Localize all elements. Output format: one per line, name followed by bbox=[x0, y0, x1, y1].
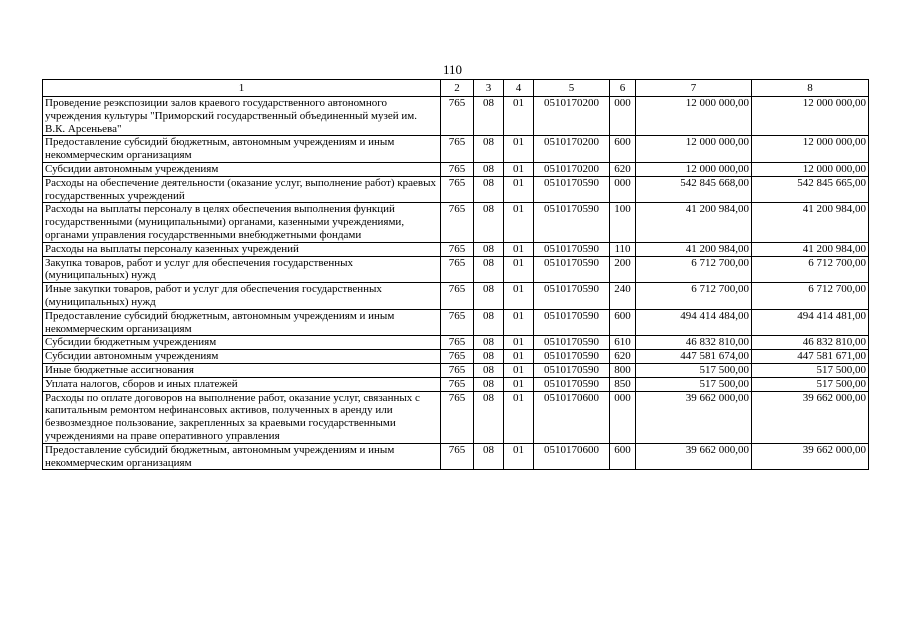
row-code-3-cell: 08 bbox=[474, 203, 504, 242]
row-code-5-cell: 0510170600 bbox=[534, 391, 610, 443]
row-code-5-cell: 0510170590 bbox=[534, 283, 610, 310]
row-code-2-cell: 765 bbox=[441, 443, 474, 470]
row-amount-8-cell: 494 414 481,00 bbox=[752, 309, 869, 336]
row-amount-8-cell: 41 200 984,00 bbox=[752, 203, 869, 242]
row-amount-7-cell: 447 581 674,00 bbox=[636, 350, 752, 364]
table-row bbox=[43, 283, 869, 310]
row-name-cell: Расходы на выплаты персоналу в целях обеспечения выполнения функций государственными (муниципальными) органами, казенными учреждениями, органами управления государственными внебюджетными фондами bbox=[43, 203, 441, 242]
row-code-6-cell: 000 bbox=[610, 176, 636, 203]
table-row bbox=[43, 350, 869, 364]
column-header-8: 8 bbox=[752, 80, 869, 97]
row-code-5-cell: 0510170200 bbox=[534, 97, 610, 136]
row-code-4-cell: 01 bbox=[504, 377, 534, 391]
row-code-6-cell: 610 bbox=[610, 336, 636, 350]
row-code-3-cell: 08 bbox=[474, 97, 504, 136]
table-row bbox=[43, 176, 869, 203]
row-code-4-cell: 01 bbox=[504, 391, 534, 443]
row-code-4-cell: 01 bbox=[504, 309, 534, 336]
row-code-5-cell: 0510170590 bbox=[534, 363, 610, 377]
row-code-4-cell: 01 bbox=[504, 283, 534, 310]
row-code-6-cell: 240 bbox=[610, 283, 636, 310]
row-code-6-cell: 100 bbox=[610, 203, 636, 242]
table-row bbox=[43, 203, 869, 242]
row-amount-8-cell: 12 000 000,00 bbox=[752, 97, 869, 136]
row-code-6-cell: 600 bbox=[610, 443, 636, 470]
row-code-2-cell: 765 bbox=[441, 97, 474, 136]
row-code-5-cell: 0510170590 bbox=[534, 256, 610, 283]
row-code-4-cell: 01 bbox=[504, 242, 534, 256]
row-code-3-cell: 08 bbox=[474, 350, 504, 364]
row-amount-8-cell: 6 712 700,00 bbox=[752, 283, 869, 310]
row-code-3-cell: 08 bbox=[474, 391, 504, 443]
table-row bbox=[43, 391, 869, 443]
row-code-6-cell: 620 bbox=[610, 162, 636, 176]
row-name-cell: Предоставление субсидий бюджетным, автономным учреждениям и иным некоммерческим организациям bbox=[43, 136, 441, 163]
row-code-6-cell: 620 bbox=[610, 350, 636, 364]
row-code-6-cell: 000 bbox=[610, 391, 636, 443]
row-amount-8-cell: 46 832 810,00 bbox=[752, 336, 869, 350]
row-code-4-cell: 01 bbox=[504, 350, 534, 364]
row-amount-8-cell: 447 581 671,00 bbox=[752, 350, 869, 364]
row-name-cell: Проведение реэкспозиции залов краевого государственного автономного учреждения культуры "Приморский государственный объединенный музей им. В.К. Арсеньева" bbox=[43, 97, 441, 136]
table-row bbox=[43, 309, 869, 336]
row-code-2-cell: 765 bbox=[441, 136, 474, 163]
table-row bbox=[43, 363, 869, 377]
row-code-5-cell: 0510170200 bbox=[534, 136, 610, 163]
column-header-3: 3 bbox=[474, 80, 504, 97]
row-amount-7-cell: 12 000 000,00 bbox=[636, 162, 752, 176]
header-row bbox=[43, 80, 869, 97]
row-amount-7-cell: 46 832 810,00 bbox=[636, 336, 752, 350]
row-code-3-cell: 08 bbox=[474, 443, 504, 470]
row-code-3-cell: 08 bbox=[474, 283, 504, 310]
row-amount-8-cell: 517 500,00 bbox=[752, 363, 869, 377]
row-amount-7-cell: 39 662 000,00 bbox=[636, 391, 752, 443]
row-amount-7-cell: 12 000 000,00 bbox=[636, 97, 752, 136]
row-code-3-cell: 08 bbox=[474, 309, 504, 336]
row-code-2-cell: 765 bbox=[441, 256, 474, 283]
column-header-2: 2 bbox=[441, 80, 474, 97]
row-code-6-cell: 110 bbox=[610, 242, 636, 256]
row-name-cell: Субсидии бюджетным учреждениям bbox=[43, 336, 441, 350]
table-row bbox=[43, 336, 869, 350]
row-code-3-cell: 08 bbox=[474, 162, 504, 176]
row-code-2-cell: 765 bbox=[441, 336, 474, 350]
row-amount-7-cell: 41 200 984,00 bbox=[636, 203, 752, 242]
row-amount-8-cell: 39 662 000,00 bbox=[752, 443, 869, 470]
column-header-1: 1 bbox=[43, 80, 441, 97]
row-name-cell: Иные бюджетные ассигнования bbox=[43, 363, 441, 377]
row-amount-8-cell: 517 500,00 bbox=[752, 377, 869, 391]
table-row bbox=[43, 162, 869, 176]
row-code-3-cell: 08 bbox=[474, 336, 504, 350]
row-code-6-cell: 200 bbox=[610, 256, 636, 283]
row-name-cell: Предоставление субсидий бюджетным, автономным учреждениям и иным некоммерческим организациям bbox=[43, 443, 441, 470]
row-name-cell: Закупка товаров, работ и услуг для обеспечения государственных (муниципальных) нужд bbox=[43, 256, 441, 283]
row-amount-8-cell: 41 200 984,00 bbox=[752, 242, 869, 256]
row-amount-7-cell: 517 500,00 bbox=[636, 377, 752, 391]
row-code-3-cell: 08 bbox=[474, 377, 504, 391]
row-code-5-cell: 0510170200 bbox=[534, 162, 610, 176]
row-code-2-cell: 765 bbox=[441, 203, 474, 242]
row-code-3-cell: 08 bbox=[474, 242, 504, 256]
row-code-3-cell: 08 bbox=[474, 176, 504, 203]
row-code-4-cell: 01 bbox=[504, 136, 534, 163]
row-code-6-cell: 850 bbox=[610, 377, 636, 391]
row-amount-7-cell: 39 662 000,00 bbox=[636, 443, 752, 470]
row-code-5-cell: 0510170590 bbox=[534, 176, 610, 203]
row-code-4-cell: 01 bbox=[504, 203, 534, 242]
row-amount-7-cell: 494 414 484,00 bbox=[636, 309, 752, 336]
row-name-cell: Расходы на выплаты персоналу казенных учреждений bbox=[43, 242, 441, 256]
table-row bbox=[43, 97, 869, 136]
row-code-5-cell: 0510170590 bbox=[534, 377, 610, 391]
row-code-5-cell: 0510170600 bbox=[534, 443, 610, 470]
row-code-2-cell: 765 bbox=[441, 242, 474, 256]
table-row bbox=[43, 377, 869, 391]
row-name-cell: Расходы по оплате договоров на выполнение работ, оказание услуг, связанных с капитальным ремонтом нефинансовых активов, полученных в аренду или безвозмездное пользование, закрепленных за краевыми государственными учреждениями на праве оперативного управления bbox=[43, 391, 441, 443]
row-code-4-cell: 01 bbox=[504, 176, 534, 203]
row-amount-8-cell: 39 662 000,00 bbox=[752, 391, 869, 443]
row-amount-7-cell: 6 712 700,00 bbox=[636, 283, 752, 310]
table-row bbox=[43, 136, 869, 163]
row-amount-8-cell: 542 845 665,00 bbox=[752, 176, 869, 203]
row-code-6-cell: 000 bbox=[610, 97, 636, 136]
row-code-4-cell: 01 bbox=[504, 162, 534, 176]
row-amount-8-cell: 6 712 700,00 bbox=[752, 256, 869, 283]
table-row bbox=[43, 242, 869, 256]
row-code-3-cell: 08 bbox=[474, 363, 504, 377]
row-code-5-cell: 0510170590 bbox=[534, 350, 610, 364]
row-code-5-cell: 0510170590 bbox=[534, 242, 610, 256]
row-amount-7-cell: 12 000 000,00 bbox=[636, 136, 752, 163]
row-name-cell: Уплата налогов, сборов и иных платежей bbox=[43, 377, 441, 391]
table-row bbox=[43, 256, 869, 283]
budget-table bbox=[42, 79, 869, 470]
row-amount-7-cell: 6 712 700,00 bbox=[636, 256, 752, 283]
column-header-5: 5 bbox=[534, 80, 610, 97]
row-amount-7-cell: 517 500,00 bbox=[636, 363, 752, 377]
row-code-4-cell: 01 bbox=[504, 256, 534, 283]
row-name-cell: Субсидии автономным учреждениям bbox=[43, 162, 441, 176]
column-header-7: 7 bbox=[636, 80, 752, 97]
row-name-cell: Предоставление субсидий бюджетным, автономным учреждениям и иным некоммерческим организациям bbox=[43, 309, 441, 336]
column-header-6: 6 bbox=[610, 80, 636, 97]
row-name-cell: Субсидии автономным учреждениям bbox=[43, 350, 441, 364]
row-code-2-cell: 765 bbox=[441, 363, 474, 377]
row-code-6-cell: 800 bbox=[610, 363, 636, 377]
table-row bbox=[43, 443, 869, 470]
row-code-2-cell: 765 bbox=[441, 391, 474, 443]
row-code-2-cell: 765 bbox=[441, 377, 474, 391]
row-code-2-cell: 765 bbox=[441, 176, 474, 203]
row-name-cell: Иные закупки товаров, работ и услуг для обеспечения государственных (муниципальных) нужд bbox=[43, 283, 441, 310]
row-amount-8-cell: 12 000 000,00 bbox=[752, 162, 869, 176]
row-code-5-cell: 0510170590 bbox=[534, 309, 610, 336]
row-amount-7-cell: 542 845 668,00 bbox=[636, 176, 752, 203]
row-name-cell: Расходы на обеспечение деятельности (оказание услуг, выполнение работ) краевых государственных учреждений bbox=[43, 176, 441, 203]
row-code-6-cell: 600 bbox=[610, 309, 636, 336]
row-code-5-cell: 0510170590 bbox=[534, 203, 610, 242]
row-code-4-cell: 01 bbox=[504, 336, 534, 350]
row-amount-8-cell: 12 000 000,00 bbox=[752, 136, 869, 163]
row-code-5-cell: 0510170590 bbox=[534, 336, 610, 350]
row-code-2-cell: 765 bbox=[441, 309, 474, 336]
row-amount-7-cell: 41 200 984,00 bbox=[636, 242, 752, 256]
row-code-3-cell: 08 bbox=[474, 256, 504, 283]
row-code-2-cell: 765 bbox=[441, 283, 474, 310]
row-code-6-cell: 600 bbox=[610, 136, 636, 163]
page-number: 110 bbox=[442, 62, 463, 77]
row-code-4-cell: 01 bbox=[504, 363, 534, 377]
row-code-3-cell: 08 bbox=[474, 136, 504, 163]
table-body bbox=[43, 97, 869, 470]
column-header-4: 4 bbox=[504, 80, 534, 97]
row-code-4-cell: 01 bbox=[504, 97, 534, 136]
row-code-4-cell: 01 bbox=[504, 443, 534, 470]
row-code-2-cell: 765 bbox=[441, 350, 474, 364]
row-code-2-cell: 765 bbox=[441, 162, 474, 176]
